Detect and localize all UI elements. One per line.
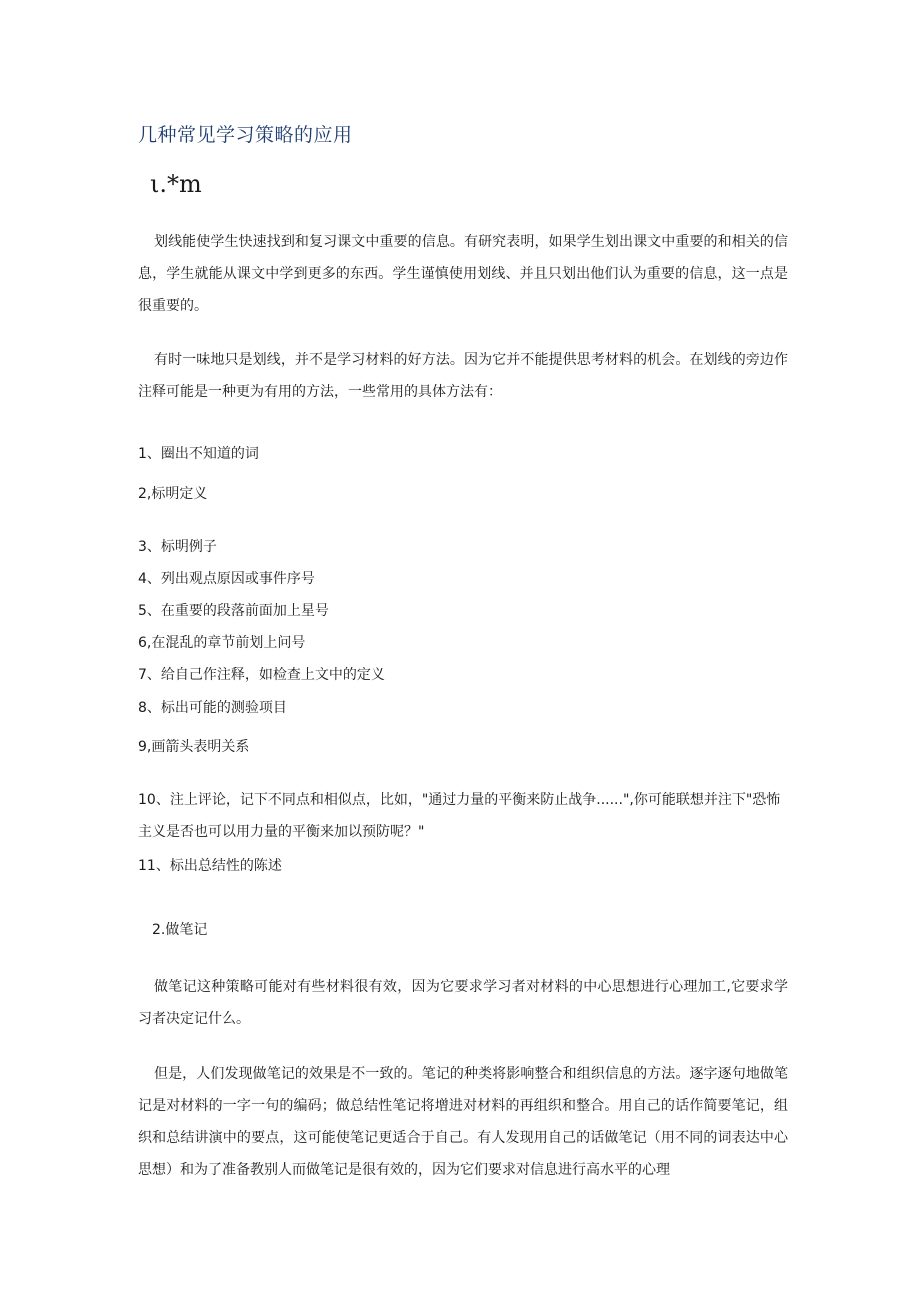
- list-item: 1、圈出不知道的词: [138, 446, 259, 462]
- paragraph-annotation-intro: 有时一味地只是划线，并不是学习材料的好方法。因为它并不能提供思考材料的机会。在划线的旁边作注释可能是一种更为有用的方法，一些常用的具体方法有：: [138, 352, 788, 400]
- list-item: 3、标明例子: [138, 539, 217, 555]
- list-item: 4、列出观点原因或事件序号: [138, 571, 315, 587]
- list-item: 11、标出总结性的陈述: [138, 858, 282, 874]
- list-item: 7、给自己作注释，如检查上文中的定义: [138, 667, 385, 683]
- list-item: 8、标出可能的测验项目: [138, 700, 287, 716]
- page-title: 几种常见学习策略的应用: [138, 124, 353, 146]
- list-item: 6,在混乱的章节前划上问号: [138, 635, 306, 651]
- paragraph-notes-intro: 做笔记这种策略可能对有些材料很有效，因为它要求学习者对材料的中心思想进行心理加工,它要求学习者决定记什么。: [138, 979, 788, 1027]
- list-item: 5、在重要的段落前面加上星号: [138, 603, 329, 619]
- section-heading-notes: 2.做笔记: [152, 922, 208, 938]
- paragraph-notes-effects: 但是，人们发现做笔记的效果是不一致的。笔记的种类将影响整合和组织信息的方法。逐字逐句地做笔记是对材料的一字一句的编码；做总结性笔记将增进对材料的再组织和整合。用自己的话作简要笔记，组织和总结讲演中的要点，这可能使笔记更适合于自己。有人发现用自己的话做笔记（用不同的词表达中心思想）和为了准备教别人而做笔记是很有效的，因为它们要求对信息进行高水平的心理: [138, 1066, 788, 1178]
- list-item: 10、注上评论，记下不同点和相似点，比如，"通过力量的平衡来防止战争......",你可能联想并注下"恐怖主义是否也可以用力量的平衡来加以预防呢？": [138, 792, 781, 840]
- list-item: 2,标明定义: [138, 486, 208, 502]
- paragraph-underline-intro: 划线能使学生快速找到和复习课文中重要的信息。有研究表明，如果学生划出课文中重要的和相关的信息，学生就能从课文中学到更多的东西。学生谨慎使用划线、并且只划出他们认为重要的信息，这一点是很重要的。: [138, 234, 788, 314]
- section-mark: ι.*m: [150, 170, 202, 198]
- list-item: 9,画箭头表明关系: [138, 739, 250, 755]
